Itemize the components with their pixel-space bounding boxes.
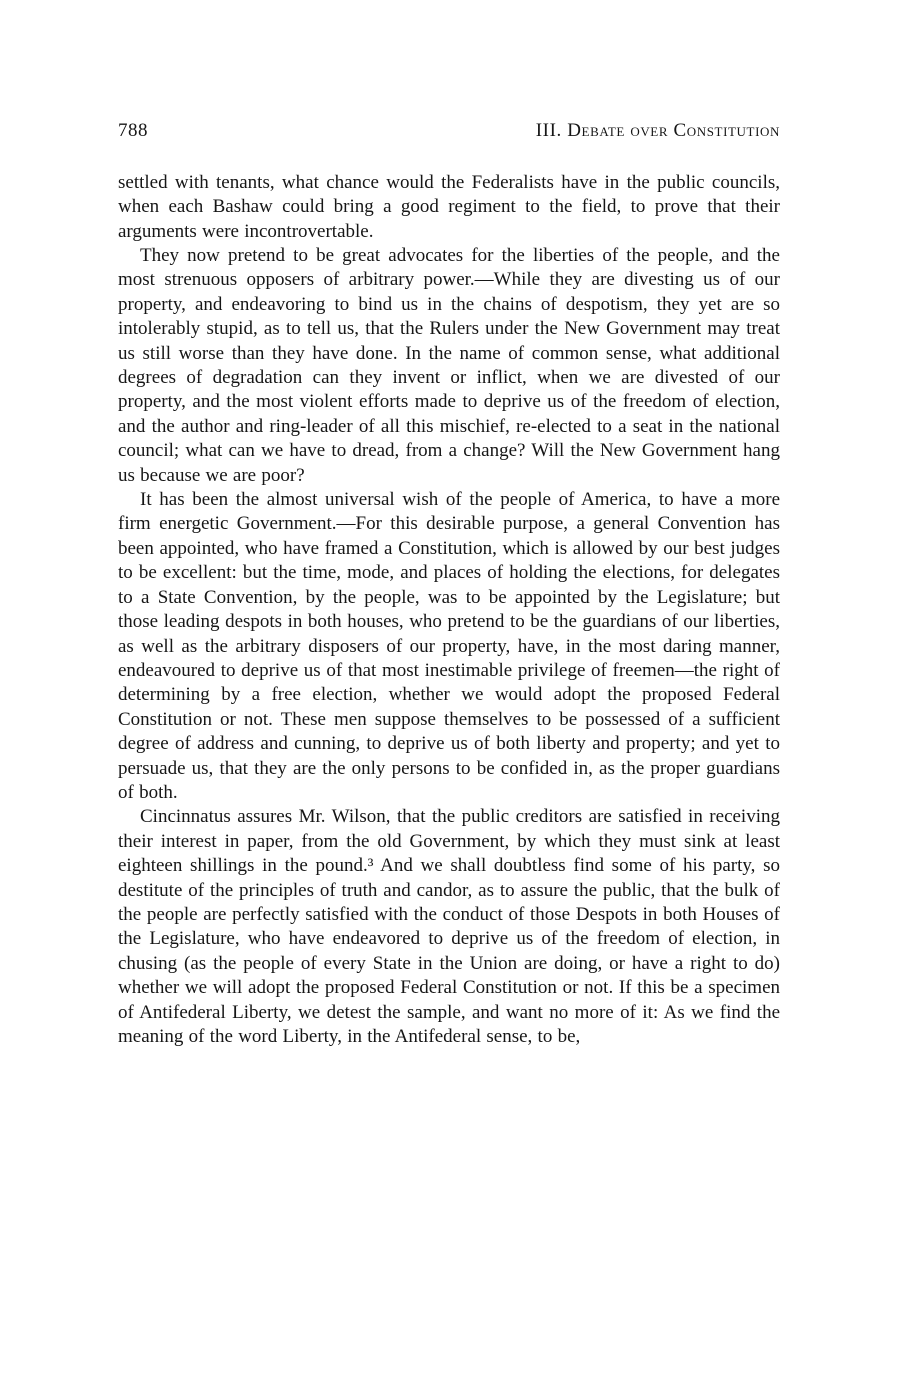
paragraph: It has been the almost universal wish of the people of America, to have a more firm energetic Government.—For this desirable purpose, a general Convention has been appointed, who have framed a Constitution, which is allowed by our best judges to be excellent: but the time, mode, and places of holding the elections, for delegates to a State Convention, by the people, was to be appointed by the Legislature; but those leading despots in both houses, who pretend to be the guardians of our liberties, as well as the arbitrary disposers of our property, have, in the most daring manner, endeavoured to deprive us of that most inestimable privilege of freemen—the right of determining by a free election, whether we would adopt the proposed Federal Constitution or not. These men suppose themselves to be possessed of a sufficient degree of address and cunning, to deprive us of both liberty and property; and yet to persuade us, that they are the only persons to be confided in, as the proper guardians of both. — [118, 489, 780, 803]
page-number: 788 — [118, 120, 148, 141]
running-head: III. Debate over Constitution — [535, 120, 780, 141]
page-header — [118, 120, 780, 143]
paragraph: settled with tenants, what chance would the Federalists have in the public councils, when each Bashaw could bring a good regiment to the field, to prove that their arguments were incontrovertable. — [118, 171, 780, 242]
body-text — [118, 171, 780, 1050]
paragraph: They now pretend to be great advocates for the liberties of the people, and the most strenuous opposers of arbitrary power.—While they are divesting us of our property, and endeavoring to bind us in the chains of despotism, they yet are so intolerably stupid, as to tell us, that the Rulers under the New Government may treat us still worse than they have done. In the name of common sense, what additional degrees of degradation can they invent or inflict, when we are divested of our property, and the most violent efforts made to deprive us of the freedom of election, and the author and ring-leader of all this mischief, re-elected to a seat in the national council; what can we have to dread, from a change? Will the New Government hang us because we are poor? — [118, 245, 780, 486]
paragraph: Cincinnatus assures Mr. Wilson, that the public creditors are satisfied in receiving their interest in paper, from the old Government, by which they must sink at least eighteen shillings in the pound.³ And we shall doubtless find some of his party, so destitute of the principles of truth and candor, as to assure the public, that the bulk of the people are perfectly satisfied with the conduct of those Despots in both Houses of the Legislature, who have endeavored to deprive us of the freedom of election, in chusing (as the people of every State in the Union are doing, or have a right to do) whether we will adopt the proposed Federal Constitution or not. If this be a specimen of Antifederal Liberty, we detest the sample, and want no more of it: As we find the meaning of the word Liberty, in the Antifederal sense, to be, — [118, 806, 780, 1048]
